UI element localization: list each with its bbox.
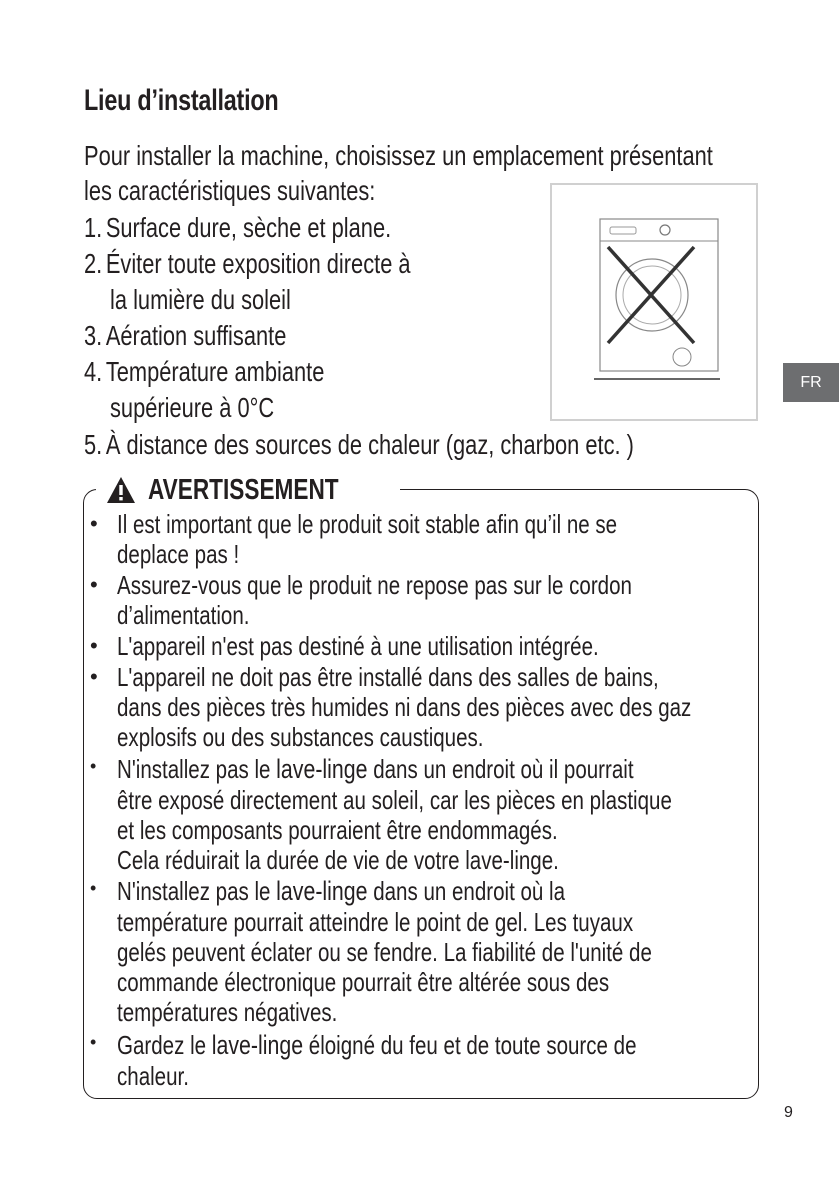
bullet: • — [90, 633, 98, 658]
warning-line: explosifs ou des substances caustiques. — [117, 722, 484, 752]
intro-line-2: les caractéristiques suivantes: — [84, 175, 376, 206]
lave-linge-term: lave-linge — [276, 876, 368, 906]
warning-line: dans des pièces très humides ni dans des pièces avec des gaz — [117, 692, 692, 722]
lave-linge-term: lave-linge — [276, 754, 368, 784]
requirement-1: 1. Surface dure, sèche et plane. — [84, 212, 392, 243]
bullet: • — [90, 511, 98, 536]
bullet: • — [90, 664, 98, 689]
lave-linge-term: lave-linge — [211, 1030, 304, 1060]
warning-line: être exposé directement au soleil, car les pièces en plastique — [117, 785, 672, 815]
intro-line-1: Pour installer la machine, choisissez un emplacement présentant — [84, 140, 713, 171]
page-title: Lieu d’installation — [84, 84, 279, 117]
warning-line: Il est important que le produit soit stable afin qu’il ne se — [117, 509, 618, 539]
warning-line: Gardez le lave-linge éloigné du feu et de toute source de — [117, 1030, 637, 1060]
warning-line: températures négatives. — [117, 997, 338, 1027]
warning-icon — [106, 476, 136, 504]
requirement-3: 3. Aération suffisante — [84, 320, 287, 351]
page-number: 9 — [784, 1104, 793, 1121]
requirement-4-cont: supérieure à 0°C — [110, 392, 275, 423]
warning-line: Cela réduirait la durée de vie de votre lave-linge. — [117, 845, 559, 875]
crossed-washer-icon — [552, 185, 756, 419]
requirement-5: 5. À distance des sources de chaleur (gaz, charbon etc. ) — [84, 429, 634, 460]
warning-line: gelés peuvent éclater ou se fendre. La fiabilité de l'unité de — [117, 937, 652, 967]
language-tab: FR — [783, 363, 839, 402]
warning-line: d’alimentation. — [117, 600, 250, 630]
bullet: • — [90, 572, 98, 597]
warning-line: température pourrait atteindre le point de gel. Les tuyaux — [117, 907, 634, 937]
warning-line: chaleur. — [117, 1061, 189, 1091]
warning-line: et les composants pourraient être endommagés. — [117, 815, 558, 845]
warning-line: L'appareil ne doit pas être installé dans des salles de bains, — [117, 662, 659, 692]
bullet: • — [90, 878, 97, 898]
warning-line: commande électronique pourrait être altérée sous des — [117, 967, 610, 997]
requirement-2-cont: la lumière du soleil — [110, 284, 291, 315]
washing-machine-illustration — [550, 183, 758, 421]
bullet: • — [90, 1032, 97, 1052]
warning-line: L'appareil n'est pas destiné à une utilisation intégrée. — [117, 631, 599, 661]
bullet: • — [90, 756, 97, 776]
warning-line: deplace pas ! — [117, 539, 240, 569]
warning-line: N'installez pas le lave-linge dans un endroit où il pourrait — [117, 754, 634, 784]
warning-line: Assurez-vous que le produit ne repose pas sur le cordon — [117, 570, 632, 600]
requirement-4: 4. Température ambiante — [84, 356, 325, 387]
warning-line: N'installez pas le lave-linge dans un endroit où la — [117, 876, 566, 906]
warning-heading: AVERTISSEMENT — [96, 470, 400, 510]
requirement-2: 2. Éviter toute exposition directe à — [84, 248, 411, 279]
